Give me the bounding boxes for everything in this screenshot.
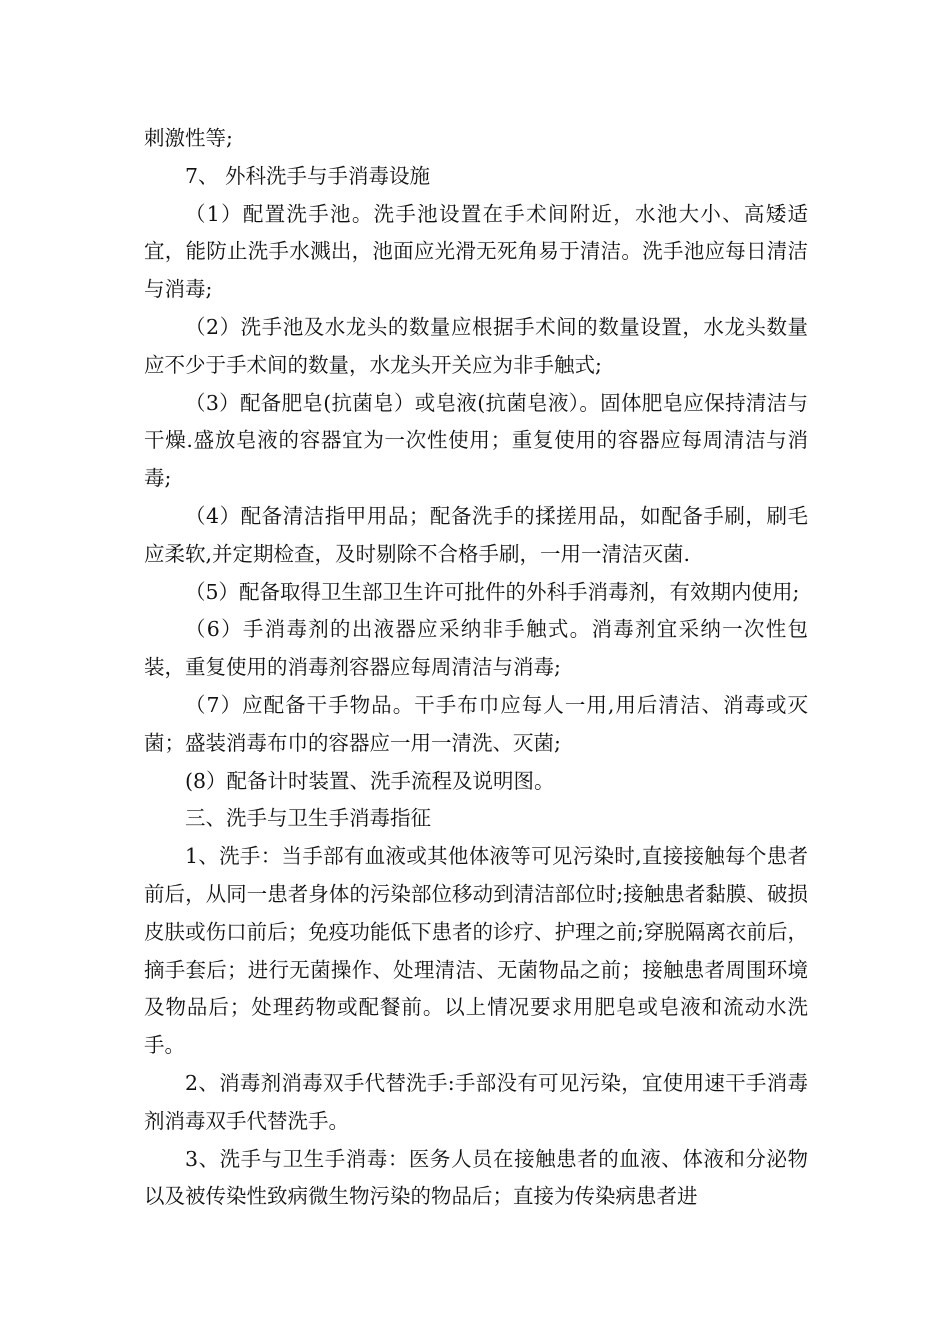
paragraph-continuation: 刺激性等; (144, 126, 233, 150)
paragraph-item-5: （5）配备取得卫生部卫生许可批件的外科手消毒剂，有效期内使用; (185, 579, 800, 604)
paragraph-item-2: （2）洗手池及水龙头的数量应根据手术间的数量设置，水龙头数量应不少于手术间的数量，水龙头开关应为非手触式; (144, 314, 808, 377)
paragraph-item-8: (8）配备计时装置、洗手流程及说明图。 (185, 768, 555, 793)
paragraph-item-6: （6）手消毒剂的出液器应采纳非手触式。消毒剂宜采纳一次性包装，重复使用的消毒剂容器应每周清洁与消毒; (144, 617, 808, 680)
paragraph-item-3: （3）配备肥皂(抗菌皂）或皂液(抗菌皂液）。固体肥皂应保持清洁与干燥.盛放皂液的容器宜为一次性使用；重复使用的容器应每周清洁与消毒; (144, 390, 808, 491)
paragraph-item-7: （7）应配备干手物品。干手布巾应每人一用,用后清洁、消毒或灭菌；盛装消毒布巾的容器应一用一清洗、灭菌; (144, 692, 808, 755)
paragraph-hygiene-disinfection: 3、洗手与卫生手消毒：医务人员在接触患者的血液、体液和分泌物以及被传染性致病微生物污染的物品后；直接为传染病患者进 (144, 1146, 808, 1209)
document-body (144, 120, 808, 1216)
paragraph-disinfectant: 2、消毒剂消毒双手代替洗手:手部没有可见污染，宜使用速干手消毒剂消毒双手代替洗手。 (144, 1070, 808, 1133)
paragraph-item-1: （1）配置洗手池。洗手池设置在手术间附近，水池大小、高矮适宜，能防止洗手水溅出，池面应光滑无死角易于清洁。洗手池应每日清洁与消毒; (144, 201, 808, 302)
paragraph-handwash: 1、洗手：当手部有血液或其他体液等可见污染时,直接接触每个患者前后，从同一患者身体的污染部位移动到清洁部位时;接触患者黏膜、破损皮肤或伤口前后；免疫功能低下患者的诊疗、护理之前;穿脱隔离衣前后，摘手套后；进行无菌操作、处理清洁、无菌物品之前；接触患者周围环境及物品后；处理药物或配餐前。以上情况要求用肥皂或皂液和流动水洗手。 (144, 844, 808, 1058)
paragraph-item-4: （4）配备清洁指甲用品；配备洗手的揉搓用品，如配备手刷，刷毛应柔软,并定期检查，及时剔除不合格手刷，一用一清洁灭菌. (144, 503, 808, 566)
section-heading-3: 三、洗手与卫生手消毒指征 (185, 806, 431, 831)
section-heading-7: 7、 外科洗手与手消毒设施 (185, 163, 431, 188)
